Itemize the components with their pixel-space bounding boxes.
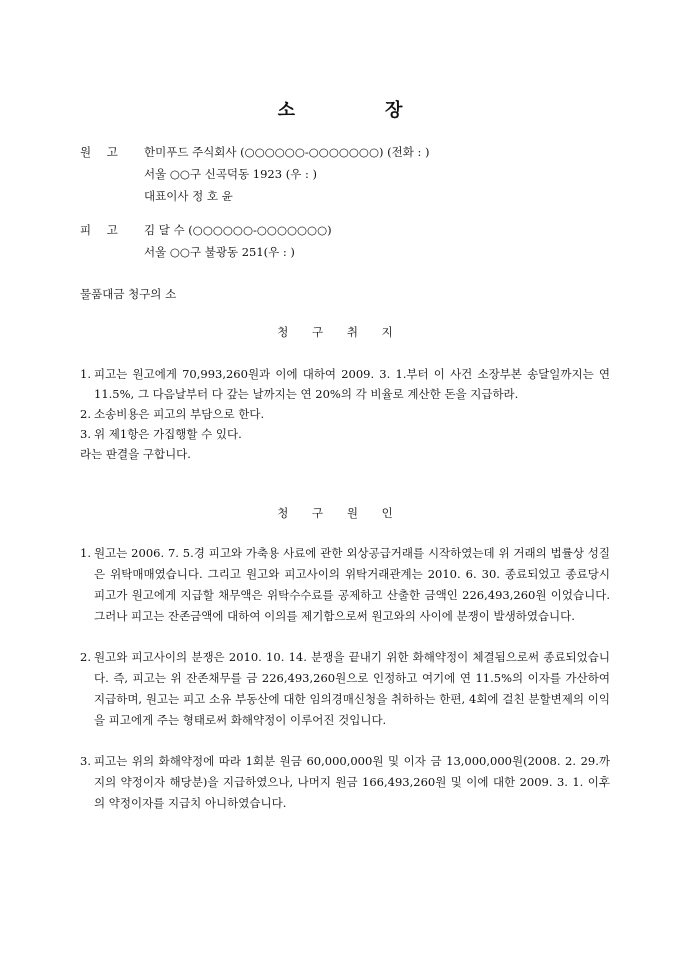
- document-title: [0, 96, 680, 122]
- title-part-2: 장: [385, 100, 403, 121]
- title-part-1: 소: [277, 100, 295, 121]
- defendant-address: 서울 ○○구 불광동 251(우 : ): [144, 245, 295, 259]
- claim-text: 피고는 원고에게 70,993,260원과 이에 대하여 2009. 3. 1.부터 이 사건 소장부본 송달일까지는 연 11.5%, 그 다음날부터 다 갚는 날까지는 연 20%의 각 비율로 계산한 돈을 지급하라.: [94, 367, 610, 401]
- cause-text: 피고는 위의 화해약정에 따라 1회분 원금 60,000,000원 및 이자 금 13,000,000원(2008. 2. 29.까지의 약정이자 해당분)을 지급하였으나, 나머지 원금 166,493,260원 및 이에 대한 2009. 3. 1. 이후의 약정이자를 지급치 아니하였습니다.: [94, 754, 610, 810]
- claim-number: 1.: [80, 367, 91, 381]
- plaintiff-representative: 대표이사 정 호 윤: [144, 189, 233, 203]
- case-subject: 물품대금 청구의 소: [80, 287, 177, 301]
- plaintiff-name: 한미푸드 주식회사 (○○○○○○-○○○○○○○) (전화 : ): [144, 145, 430, 159]
- cause-item: [80, 647, 610, 731]
- claims-list: [80, 364, 610, 464]
- plaintiff-address: 서울 ○○구 신곡덕동 1923 (우 : ): [144, 167, 317, 181]
- claim-text: 소송비용은 피고의 부담으로 한다.: [94, 407, 265, 421]
- defendant-name: 김 달 수 (○○○○○○-○○○○○○○): [144, 223, 332, 237]
- claim-item: [80, 404, 610, 424]
- cause-heading: 청 구 원 인: [277, 506, 403, 520]
- claim-item: [80, 364, 610, 404]
- claim-heading: 청 구 취 지: [277, 325, 403, 339]
- defendant-block: [80, 219, 640, 263]
- causes-list: [80, 543, 610, 834]
- cause-item: [80, 751, 610, 814]
- claim-item: [80, 424, 610, 444]
- claim-closing: 라는 판결을 구합니다.: [80, 447, 191, 461]
- cause-number: 3.: [80, 754, 91, 768]
- claim-text: 위 제1항은 가집행할 수 있다.: [94, 427, 242, 441]
- claim-number: 2.: [80, 407, 91, 421]
- plaintiff-block: [80, 141, 640, 207]
- claim-number: 3.: [80, 427, 91, 441]
- plaintiff-label: 원 고: [80, 145, 124, 159]
- cause-number: 2.: [80, 650, 91, 664]
- cause-item: [80, 543, 610, 627]
- cause-text: 원고는 2006. 7. 5.경 피고와 가축용 사료에 관한 외상공급거래를 시작하였는데 위 거래의 법률상 성질은 위탁매매였습니다. 그리고 원고와 피고사이의 위탁거래관계는 2010. 6. 30. 종료되었고 종료당시 피고가 원고에게 지급할 채무액은 위탁수수료를 공제하고 산출한 금액인 226,493,260원 이었습니다. 그러나 피고는 잔존금액에 대하여 이의를 제기함으로써 원고와의 사이에 분쟁이 발생하였습니다.: [94, 546, 610, 623]
- cause-number: 1.: [80, 546, 91, 560]
- cause-text: 원고와 피고사이의 분쟁은 2010. 10. 14. 분쟁을 끝내기 위한 화해약정이 체결됨으로써 종료되었습니다. 즉, 피고는 위 잔존채무를 금 226,493,260원으로 인정하고 여기에 연 11.5%의 이자를 가산하여 지급하며, 원고는 피고 소유 부동산에 대한 임의경매신청을 취하하는 한편, 4회에 걸친 분할변제의 이익을 피고에게 주는 형태로써 화해약정이 이루어진 것입니다.: [94, 650, 610, 727]
- defendant-label: 피 고: [80, 223, 124, 237]
